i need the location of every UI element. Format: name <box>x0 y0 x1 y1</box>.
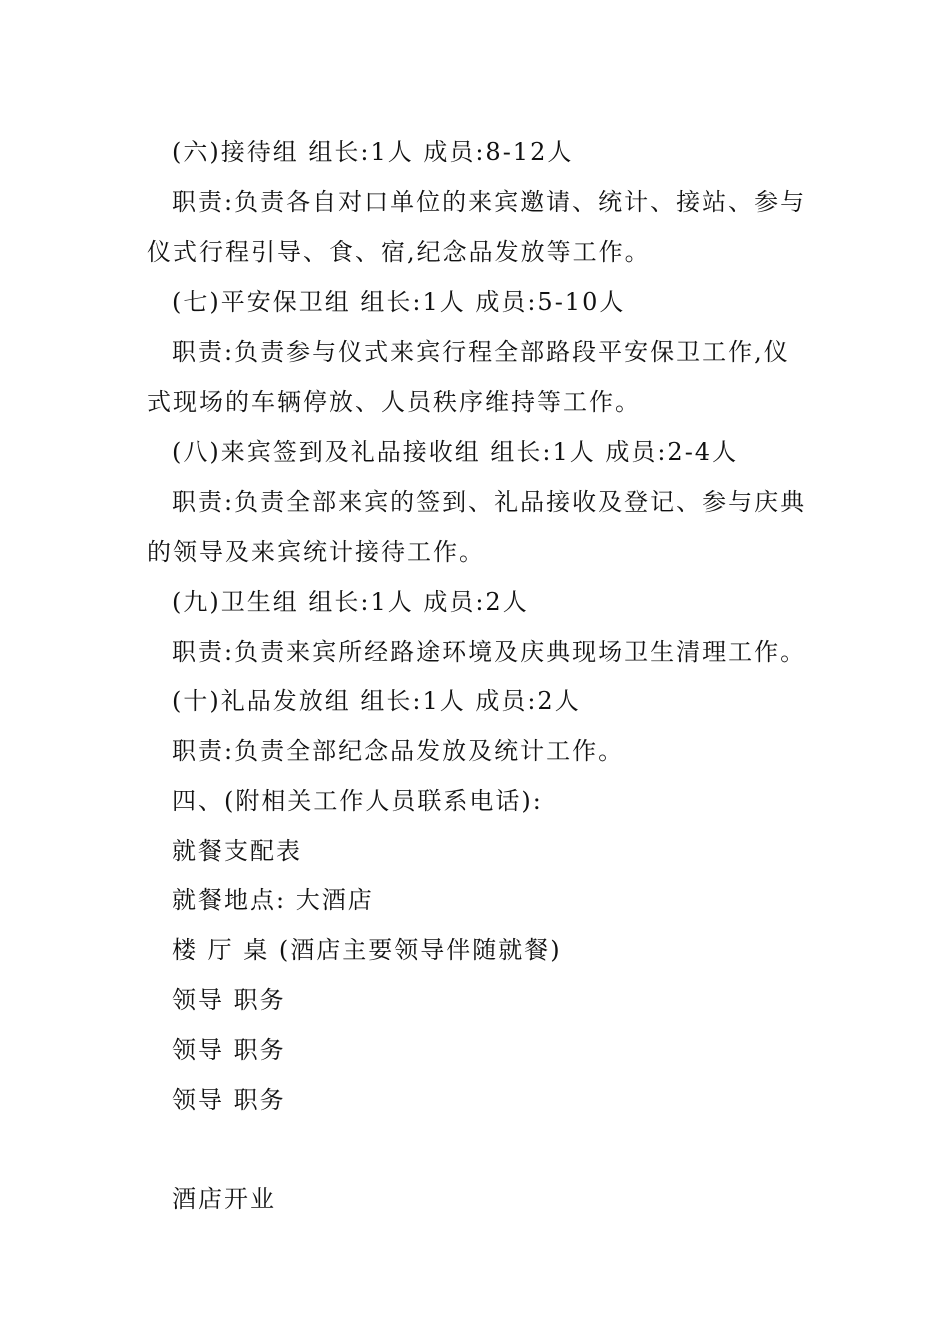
section-10-heading: (十)礼品发放组 组长:1人 成员:2人 <box>172 687 581 715</box>
section-8-duty-line-1: 职责:负责全部来宾的签到、礼品接收及登记、参与庆典 <box>172 488 807 516</box>
section-9-heading: (九)卫生组 组长:1人 成员:2人 <box>172 588 529 616</box>
section-7-duty-line-2: 式现场的车辆停放、人员秩序维持等工作。 <box>147 388 641 416</box>
dining-table-info: 楼 厅 桌 (酒店主要领导伴随就餐) <box>172 936 562 964</box>
section-6-heading: (六)接待组 组长:1人 成员:8-12人 <box>172 138 574 166</box>
document-footer-title: 酒店开业 <box>172 1185 276 1213</box>
section-7-heading: (七)平安保卫组 组长:1人 成员:5-10人 <box>172 288 626 316</box>
section-8-duty-line-2: 的领导及来宾统计接待工作。 <box>147 538 485 566</box>
dining-plan-title: 就餐支配表 <box>172 837 302 865</box>
section-4-heading: 四、(附相关工作人员联系电话): <box>172 787 543 815</box>
dining-location: 就餐地点: 大酒店 <box>172 886 374 914</box>
leader-position-row: 领导 职务 <box>172 986 286 1014</box>
section-8-heading: (八)来宾签到及礼品接收组 组长:1人 成员:2-4人 <box>172 438 739 466</box>
section-9-duty-line: 职责:负责来宾所经路途环境及庆典现场卫生清理工作。 <box>172 638 807 666</box>
leader-position-row: 领导 职务 <box>172 1036 286 1064</box>
section-6-duty-line-1: 职责:负责各自对口单位的来宾邀请、统计、接站、参与 <box>172 188 807 216</box>
section-7-duty-line-1: 职责:负责参与仪式来宾行程全部路段平安保卫工作,仪 <box>172 338 790 366</box>
leader-position-row: 领导 职务 <box>172 1086 286 1114</box>
section-10-duty-line: 职责:负责全部纪念品发放及统计工作。 <box>172 737 625 765</box>
section-6-duty-line-2: 仪式行程引导、食、宿,纪念品发放等工作。 <box>147 238 651 266</box>
